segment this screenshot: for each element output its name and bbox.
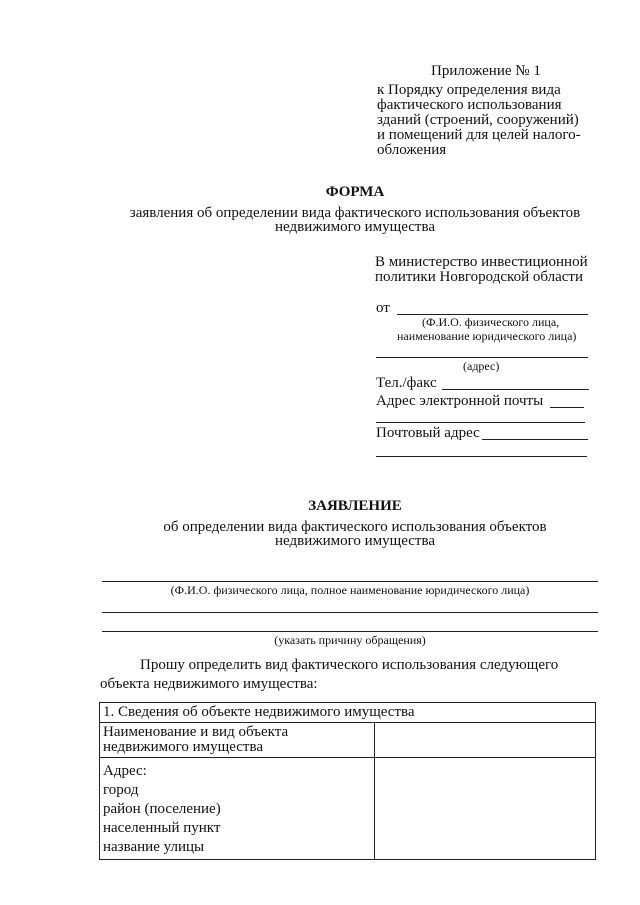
address-item-street: название улицы	[103, 839, 205, 855]
object-info-table	[99, 702, 596, 860]
request-line-2: объекта недвижимого имущества:	[100, 676, 318, 692]
reason-caption: (указать причину обращения)	[274, 633, 426, 647]
phone-label: Тел./факс	[376, 375, 437, 391]
addressee-line-1: В министерство инвестиционной	[375, 254, 588, 270]
address-heading: Адрес:	[103, 763, 147, 779]
postal-continuation-line[interactable]	[376, 456, 587, 457]
address-caption: (адрес)	[463, 359, 500, 373]
row-name-label-cell	[100, 723, 375, 758]
postal-label: Почтовый адрес	[376, 425, 480, 441]
row-name-value-cell[interactable]	[375, 723, 596, 758]
statement-title: ЗАЯВЛЕНИЕ	[308, 498, 402, 514]
reason-line-1[interactable]	[102, 612, 598, 613]
appendix-line-4: и помещений для целей налого-	[377, 127, 581, 143]
email-input-line[interactable]	[550, 407, 584, 408]
applicant-name-caption: (Ф.И.О. физического лица, полное наименование юридического лица)	[170, 583, 530, 597]
appendix-line-2: фактического использования	[377, 97, 562, 113]
statement-subtitle-line-1: об определении вида фактического использования объектов	[163, 519, 547, 535]
from-label: от	[376, 300, 390, 316]
table-section-header: 1. Сведения об объекте недвижимого имущества	[100, 703, 596, 723]
appendix-title: Приложение № 1	[431, 63, 541, 79]
address-item-district: район (поселение)	[103, 801, 221, 817]
appendix-line-5: обложения	[377, 142, 447, 158]
from-caption-line-2: наименование юридического лица)	[397, 329, 577, 343]
form-subtitle-line-1: заявления об определении вида фактического использования объектов	[129, 205, 581, 221]
form-title: ФОРМА	[325, 184, 385, 200]
address-item-city: город	[103, 782, 139, 798]
appendix-line-3: зданий (строений, сооружений)	[377, 112, 579, 128]
addressee-line-2: политики Новгородской области	[375, 269, 583, 285]
address-value-cell[interactable]	[375, 758, 596, 860]
row-name-label-line-2: недвижимого имущества	[103, 739, 263, 755]
address-label-cell	[100, 758, 375, 860]
reason-line-2[interactable]	[102, 631, 598, 632]
form-subtitle-line-2: недвижимого имущества	[275, 219, 435, 235]
request-line-1: Прошу определить вид фактического использования следующего	[140, 657, 559, 673]
statement-subtitle-line-2: недвижимого имущества	[275, 533, 435, 549]
email-continuation-line[interactable]	[376, 422, 585, 423]
appendix-line-1: к Порядку определения вида	[377, 82, 561, 98]
phone-input-line[interactable]	[442, 389, 589, 390]
address-input-line[interactable]	[376, 357, 588, 358]
postal-input-line[interactable]	[482, 439, 588, 440]
applicant-name-line[interactable]	[102, 581, 598, 582]
email-label: Адрес электронной почты	[376, 393, 544, 409]
row-name-label-line-1: Наименование и вид объекта	[103, 724, 289, 740]
address-item-settlement: населенный пункт	[103, 820, 221, 836]
from-caption-line-1: (Ф.И.О. физического лица,	[422, 315, 560, 329]
